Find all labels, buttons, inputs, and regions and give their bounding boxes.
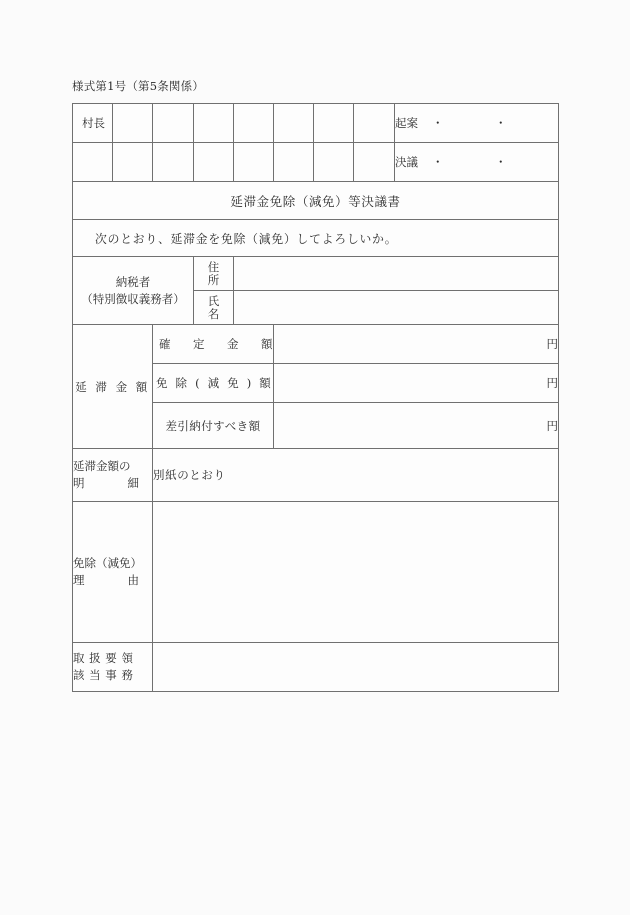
- handling-value[interactable]: [153, 643, 559, 692]
- decision-form-table: [72, 103, 559, 692]
- arrears-row-confirmed: [73, 325, 559, 364]
- approval-row-1: [73, 104, 559, 143]
- taxpayer-label-line1: 納税者: [115, 274, 151, 289]
- arrears-label-confirmed: 確 定 金 額: [153, 325, 274, 364]
- address-label-char2: 所: [207, 272, 220, 287]
- approval-cell-empty[interactable]: [274, 104, 314, 143]
- approval-cell-empty[interactable]: [153, 143, 194, 182]
- detail-label: [73, 449, 153, 502]
- statement-text: 次のとおり、延滞金を免除（減免）してよろしいか。: [73, 220, 559, 257]
- arrears-value-confirmed[interactable]: [274, 325, 559, 364]
- reason-value[interactable]: [153, 502, 559, 643]
- handling-row: [73, 643, 559, 692]
- detail-label-line1: 延滞金額の: [73, 458, 131, 473]
- reason-row: [73, 502, 559, 643]
- arrears-label-exempted: 免 除 ( 減 免 ) 額: [153, 364, 274, 403]
- arrears-value-payable[interactable]: [274, 403, 559, 449]
- approval-cell-empty[interactable]: [354, 104, 395, 143]
- resolution-date-marks: ・ ・: [432, 155, 527, 169]
- handling-label-line2: 該 当 事 務: [73, 668, 134, 682]
- taxpayer-address-row: [73, 257, 559, 291]
- address-input[interactable]: [234, 257, 559, 291]
- arrears-value-exempted[interactable]: [274, 364, 559, 403]
- approval-cell-village-head[interactable]: 村長: [73, 104, 113, 143]
- approval-cell-empty[interactable]: [314, 104, 354, 143]
- taxpayer-label: [73, 257, 194, 325]
- reason-label-line2-b: 由: [127, 573, 139, 587]
- name-label-char2: 名: [207, 306, 220, 321]
- handling-label-line1: 取 扱 要 領: [73, 650, 134, 665]
- handling-label: [73, 643, 153, 692]
- address-label-char1: 住: [207, 260, 220, 275]
- name-input[interactable]: [234, 291, 559, 325]
- name-label-char1: 氏: [207, 294, 220, 309]
- detail-label-line2-a: 明: [73, 476, 85, 490]
- detail-value[interactable]: 別紙のとおり: [153, 449, 559, 502]
- reason-label-line2-a: 理: [73, 573, 85, 587]
- drafting-label: 起案: [395, 116, 418, 130]
- approval-cell-empty[interactable]: [113, 104, 153, 143]
- reason-label: [73, 502, 153, 643]
- approval-cell-empty[interactable]: [354, 143, 395, 182]
- taxpayer-label-line2: （特別徴収義務者）: [81, 291, 185, 306]
- detail-label-line2-b: 細: [127, 476, 139, 490]
- detail-row: [73, 449, 559, 502]
- form-number: 様式第1号（第5条関係）: [72, 79, 205, 93]
- document-title-row: [73, 182, 559, 220]
- approval-cell-empty[interactable]: [234, 143, 274, 182]
- approval-cell-empty[interactable]: [314, 143, 354, 182]
- arrears-label-payable: 差引納付すべき額: [153, 403, 274, 449]
- approval-cell-empty[interactable]: [194, 104, 234, 143]
- drafting-date-cell[interactable]: [395, 104, 559, 143]
- approval-cell-empty[interactable]: [153, 104, 194, 143]
- statement-row: [73, 220, 559, 257]
- drafting-date-marks: ・ ・: [432, 116, 527, 130]
- resolution-label: 決議: [395, 155, 418, 169]
- document-title: 延滞金免除（減免）等決議書: [73, 182, 559, 220]
- resolution-date-cell[interactable]: [395, 143, 559, 182]
- arrears-group-label: 延 滞 金 額: [73, 325, 153, 449]
- currency-unit-payable: 円: [546, 418, 558, 433]
- approval-cell-empty[interactable]: [234, 104, 274, 143]
- approval-cell-empty[interactable]: [194, 143, 234, 182]
- detail-label-line2: [73, 475, 152, 492]
- reason-label-line2: [73, 572, 152, 589]
- approval-cell-empty[interactable]: [113, 143, 153, 182]
- currency-unit-confirmed: 円: [546, 337, 558, 351]
- name-label: [194, 291, 234, 325]
- address-label: [194, 257, 234, 291]
- approval-cell-empty[interactable]: [274, 143, 314, 182]
- reason-label-line1: 免除（減免）: [73, 555, 142, 570]
- currency-unit-exempted: 円: [546, 376, 558, 390]
- approval-cell-empty[interactable]: [73, 143, 113, 182]
- approval-row-2: [73, 143, 559, 182]
